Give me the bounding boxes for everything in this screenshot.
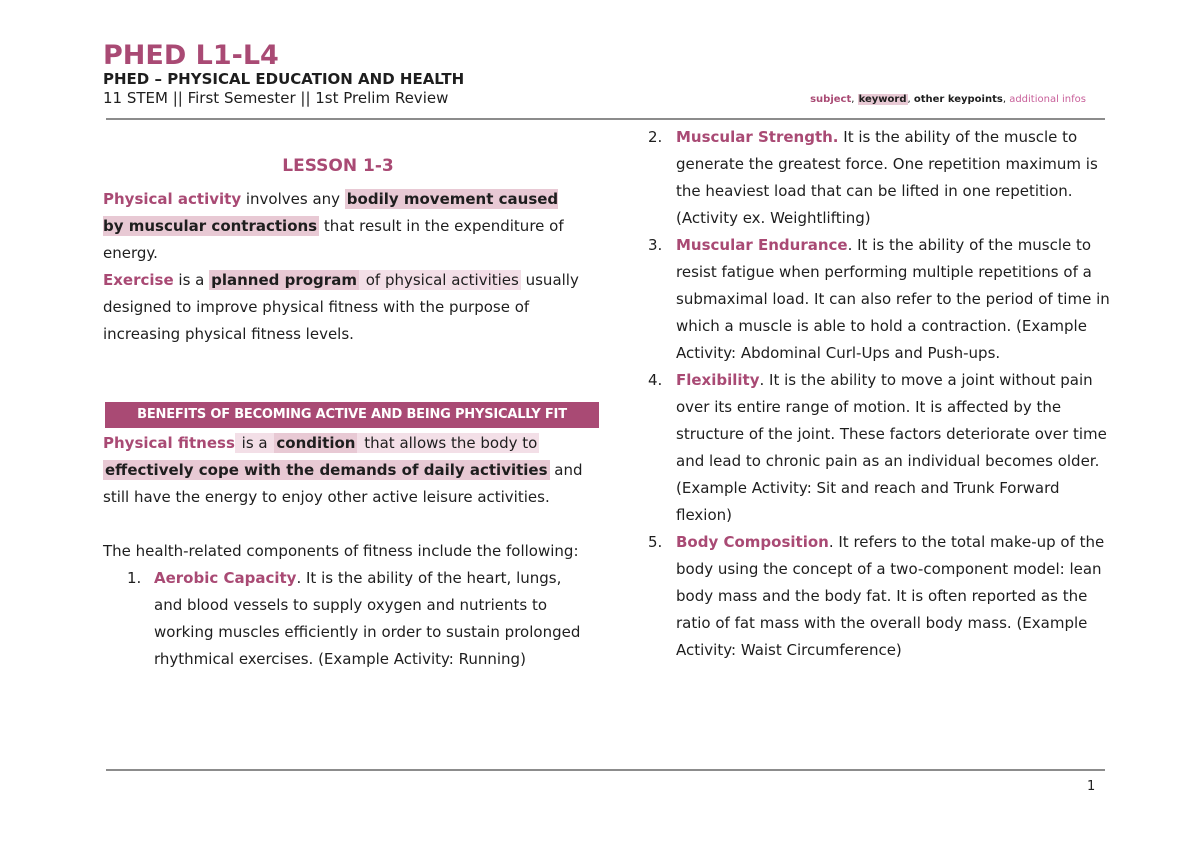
subject-term: Aerobic Capacity — [154, 569, 297, 587]
left-column — [103, 150, 583, 673]
list-item — [648, 124, 1118, 232]
list-number: 3. — [648, 236, 663, 254]
legend-separator: , — [907, 94, 914, 105]
list-item — [103, 565, 583, 673]
subject-term: Physical activity — [103, 190, 242, 208]
document-subtitle: PHED – PHYSICAL EDUCATION AND HEALTH — [103, 70, 465, 88]
subject-term: Physical fitness — [103, 434, 235, 452]
list-number: 2. — [648, 128, 663, 146]
list-item-text: . It is the ability of the heart, lungs, and blood vessels to supply oxygen and nutrients to working muscles efficiently in order to sustain prolonged rhythmical exercises. (Example Activity: Running) — [154, 569, 581, 668]
list-item — [648, 529, 1118, 664]
subject-term: Muscular Strength. — [676, 128, 839, 146]
page-number: 1 — [1087, 779, 1096, 794]
footer-divider — [106, 769, 1105, 771]
subject-term: Exercise — [103, 271, 174, 289]
list-item — [648, 367, 1118, 529]
physical-activity-paragraph — [103, 186, 583, 267]
list-number: 5. — [648, 533, 663, 551]
list-item-text: . It is the ability to move a joint without pain over its entire range of motion. It is affected by the structure of the joint. These factors deteriorate over time and lead to chronic pain as an individual becomes older. (Example Activity: Sit and reach and Trunk Forward flexion) — [676, 371, 1107, 524]
subject-term: Muscular Endurance — [676, 236, 848, 254]
components-intro: The health-related components of fitness include the following: — [103, 542, 579, 560]
lesson-heading: LESSON 1-3 — [282, 156, 394, 176]
header-divider — [106, 118, 1105, 120]
keyword-highlight: effectively cope with the demands of daily activities — [105, 461, 548, 479]
legend-keyword: keyword — [858, 94, 907, 105]
fitness-components-list — [103, 565, 583, 673]
legend-separator: , — [851, 94, 858, 105]
keyword-highlight: bodily movement caused by muscular contractions — [103, 190, 559, 235]
document-title: PHED L1-L4 — [103, 40, 279, 71]
keyword-highlight: planned program — [211, 271, 357, 289]
subject-term: Flexibility — [676, 371, 760, 389]
paragraph-text: that result in the expenditure of energy. — [103, 217, 564, 262]
list-item — [648, 232, 1118, 367]
paragraph-text: usually designed to improve physical fitness with the purpose of increasing physical fitness levels. — [103, 271, 579, 343]
spacer — [103, 511, 583, 538]
paragraph-text: involves any — [241, 190, 345, 208]
physical-fitness-paragraph — [103, 430, 583, 511]
paragraph-text: is a — [173, 271, 210, 289]
other-keypoint-highlight: of physical activities — [360, 271, 519, 289]
list-number: 1. — [127, 569, 142, 587]
list-item-text: . It is the ability of the muscle to resist fatigue when performing multiple repetitions of a submaximal load. It can also refer to the period of time in which a muscle is able to hold a contraction. (Example Activity: Abdominal Curl-Ups and Push-ups. — [676, 236, 1110, 362]
exercise-paragraph — [103, 267, 583, 348]
spacer — [103, 348, 583, 402]
right-column — [648, 124, 1118, 664]
document-meta: 11 STEM || First Semester || 1st Prelim Review — [103, 89, 449, 107]
legend-additional-infos: additional infos — [1009, 94, 1086, 105]
list-item-text: It is the ability of the muscle to generate the greatest force. One repetition maximum is the heaviest load that can be lifted in one repetition. (Activity ex. Weightlifting) — [676, 128, 1098, 227]
legend-separator: , — [1002, 94, 1010, 105]
highlight-legend — [810, 93, 1086, 107]
list-item-text: . It refers to the total make-up of the body using the concept of a two-component model: lean body mass and the body fat. It is often reported as the ratio of fat mass with the overall body mass. (Example Activity: Waist Circumference) — [676, 533, 1105, 659]
paragraph-text: and still have the energy to enjoy other active leisure activities. — [103, 461, 583, 506]
other-keypoint-highlight: that allows the body to — [359, 434, 538, 452]
section-banner: BENEFITS OF BECOMING ACTIVE AND BEING PHYSICALLY FIT — [105, 402, 599, 428]
fitness-components-list-continued — [648, 124, 1118, 664]
legend-subject: subject — [810, 94, 852, 105]
subject-term: Body Composition — [676, 533, 829, 551]
other-keypoint-highlight: is a — [236, 434, 273, 452]
keyword-highlight: condition — [276, 434, 356, 452]
list-number: 4. — [648, 371, 663, 389]
legend-other-keypoints: other keypoints — [913, 94, 1003, 105]
